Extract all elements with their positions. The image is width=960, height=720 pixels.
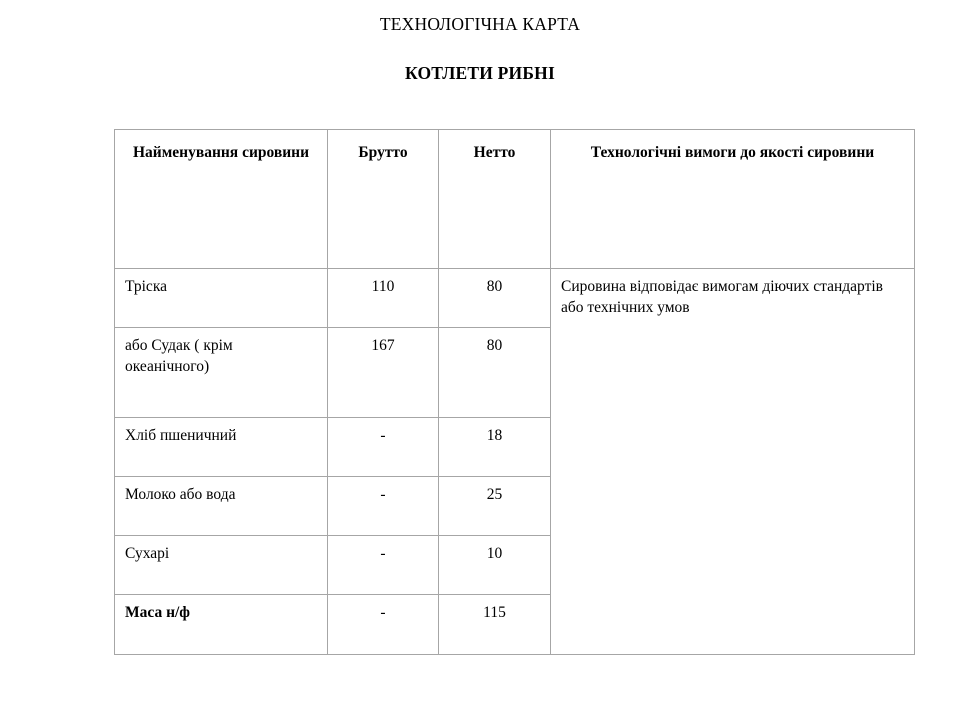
cell-net-weight: 115 [439,595,551,655]
cell-net-weight: 80 [439,328,551,418]
cell-gross-weight: - [328,536,439,595]
technological-card-table [114,129,915,655]
cell-ingredient-name: Молоко або вода [115,477,328,536]
cell-gross-weight: - [328,477,439,536]
cell-net-weight: 80 [439,269,551,328]
cell-quality-requirements: Сировина відповідає вимогам діючих стандартів або технічних умов [551,269,915,655]
cell-ingredient-name: Маса н/ф [115,595,328,655]
column-header-requirements: Технологічні вимоги до якості сировини [551,130,915,269]
column-header-net: Нетто [439,130,551,269]
column-header-name: Найменування сировини [115,130,328,269]
cell-gross-weight: - [328,595,439,655]
cell-ingredient-name: Тріска [115,269,328,328]
page-title: ТЕХНОЛОГІЧНА КАРТА [379,14,581,34]
cell-gross-weight: 110 [328,269,439,328]
cell-ingredient-name: Хліб пшеничний [115,418,328,477]
page-subtitle: КОТЛЕТИ РИБНІ [405,63,555,83]
column-header-gross: Брутто [328,130,439,269]
cell-gross-weight: - [328,418,439,477]
cell-ingredient-name: або Судак ( крім океанічного) [115,328,328,418]
cell-gross-weight: 167 [328,328,439,418]
cell-net-weight: 18 [439,418,551,477]
table-body [115,269,915,655]
cell-net-weight: 10 [439,536,551,595]
table-header-row [115,130,915,269]
table-row [115,269,915,328]
cell-net-weight: 25 [439,477,551,536]
cell-ingredient-name: Сухарі [115,536,328,595]
table-header [115,130,915,269]
